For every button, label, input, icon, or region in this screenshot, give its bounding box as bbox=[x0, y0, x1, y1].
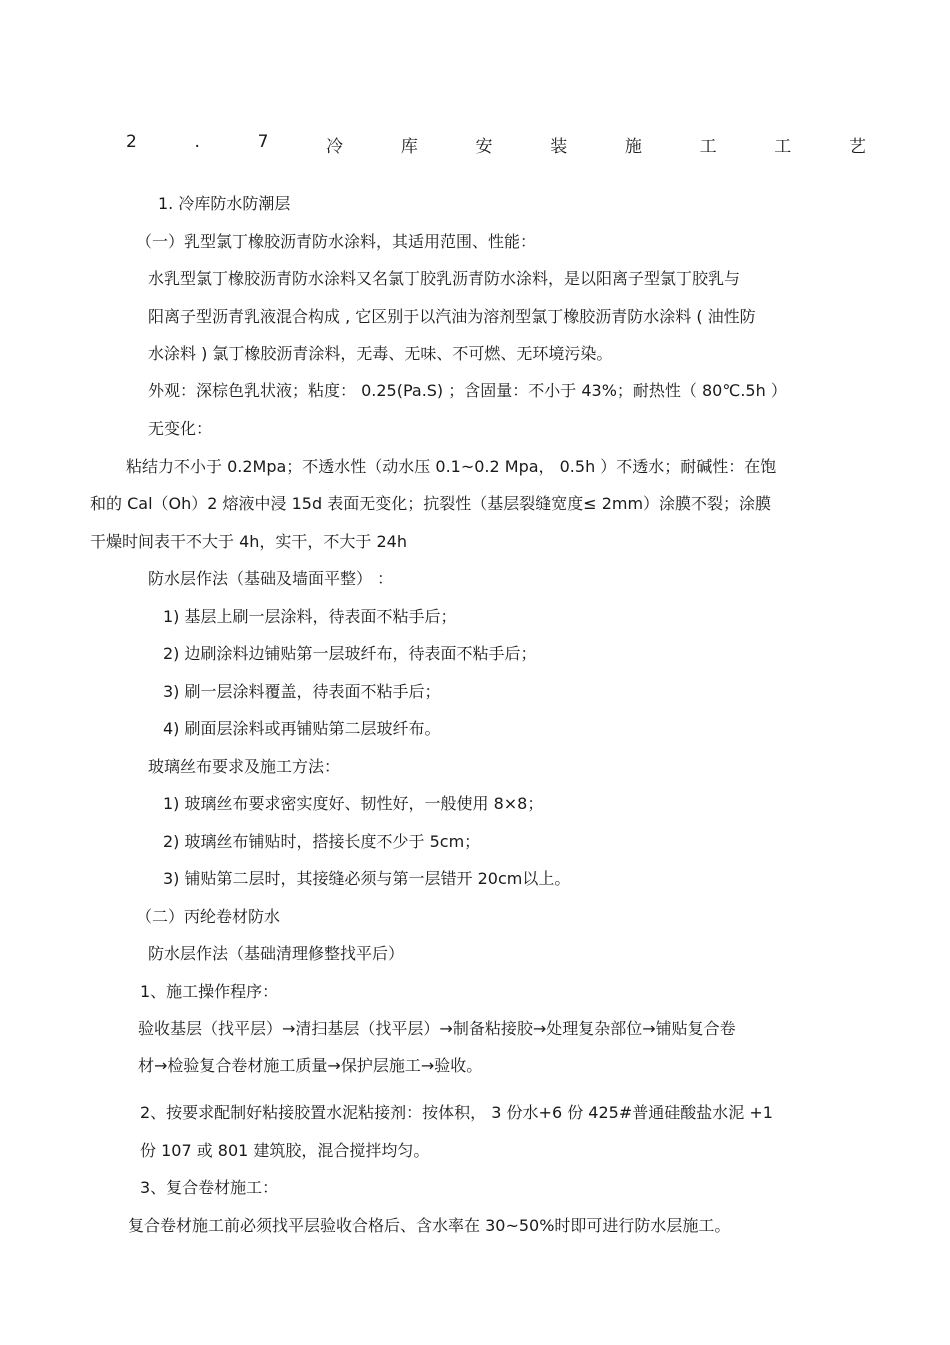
paragraph-line: 1、施工操作程序： bbox=[140, 982, 279, 1001]
title-char: 安 bbox=[475, 137, 493, 157]
list-item: 1) 玻璃丝布要求密实度好、韧性好，一般使用 8×8； bbox=[163, 794, 544, 813]
title-char: . bbox=[194, 132, 200, 152]
subsection-heading: 1. 冷库防水防潮层 bbox=[158, 194, 291, 213]
title-char: 工 bbox=[699, 137, 717, 157]
title-char: 施 bbox=[624, 137, 642, 157]
paragraph-line: 水涂料 ) 氯丁橡胶沥青涂料，无毒、无味、不可燃、无环境污染。 bbox=[148, 344, 613, 363]
title-char: 7 bbox=[257, 132, 269, 152]
paragraph-line: 3、复合卷材施工： bbox=[140, 1178, 279, 1197]
list-item: 4) 刷面层涂料或再铺贴第二层玻纤布。 bbox=[163, 719, 441, 738]
paragraph-line: 水乳型氯丁橡胶沥青防水涂料又名氯丁胶乳沥青防水涂料，是以阳离子型氯丁胶乳与 bbox=[148, 269, 741, 288]
list-item: 3) 刷一层涂料覆盖，待表面不粘手后； bbox=[163, 682, 441, 701]
section-title bbox=[126, 132, 866, 157]
title-char: 2 bbox=[126, 132, 137, 152]
list-item: 3) 铺贴第二层时，其接缝必须与第一层错开 20cm以上。 bbox=[163, 869, 571, 888]
paragraph-line: 防水层作法（基础清理修整找平后） bbox=[148, 944, 405, 963]
paragraph-line: 阳离子型沥青乳液混合构成 , 它区别于以汽油为溶剂型氯丁橡胶沥青防水涂料 ( 油性防 bbox=[148, 307, 756, 326]
paragraph-line: 2、按要求配制好粘接胶置水泥粘接剂：按体积， 3 份水+6 份 425#普通硅酸盐水泥 +1 bbox=[140, 1103, 773, 1122]
subsection-heading: （一）乳型氯丁橡胶沥青防水涂料，其适用范围、性能： bbox=[136, 232, 537, 251]
list-item: 2) 玻璃丝布铺贴时，搭接长度不少于 5cm； bbox=[163, 832, 481, 851]
paragraph-line: 无变化： bbox=[148, 419, 213, 438]
title-char: 冷 bbox=[326, 137, 344, 157]
paragraph-line: 粘结力不小于 0.2Mpa；不透水性（动水压 0.1~0.2 Mpa， 0.5h ）不透水；耐碱性：在饱 bbox=[126, 457, 777, 476]
paragraph-line: 防水层作法（基础及墙面平整） ： bbox=[148, 569, 394, 588]
paragraph-line: 复合卷材施工前必须找平层验收合格后、含水率在 30~50%时即可进行防水层施工。 bbox=[128, 1216, 731, 1235]
subsection-heading: （二）丙纶卷材防水 bbox=[136, 907, 281, 926]
paragraph-line: 份 107 或 801 建筑胶，混合搅拌均匀。 bbox=[140, 1141, 430, 1160]
paragraph-line: 材→检验复合卷材施工质量→保护层施工→验收。 bbox=[138, 1056, 483, 1075]
paragraph-line: 玻璃丝布要求及施工方法： bbox=[148, 757, 341, 776]
title-char: 工 bbox=[774, 137, 792, 157]
paragraph-line: 干燥时间表干不大于 4h，实干，不大于 24h bbox=[90, 532, 407, 551]
title-char: 艺 bbox=[848, 137, 866, 157]
paragraph-line: 验收基层（找平层）→清扫基层（找平层）→制备粘接胶→处理复杂部位→铺贴复合卷 bbox=[138, 1019, 736, 1038]
title-char: 库 bbox=[400, 137, 418, 157]
list-item: 2) 边刷涂料边铺贴第一层玻纤布，待表面不粘手后； bbox=[163, 644, 537, 663]
title-char: 装 bbox=[550, 137, 568, 157]
list-item: 1) 基层上刷一层涂料，待表面不粘手后； bbox=[163, 607, 457, 626]
paragraph-line: 外观：深棕色乳状液；粘度： 0.25(Pa.S) ；含固量：不小于 43%；耐热性（ 80℃.5h ） bbox=[148, 381, 787, 400]
paragraph-line: 和的 Cal（Oh）2 熔液中浸 15d 表面无变化；抗裂性（基层裂缝宽度≤ 2mm）涂膜不裂；涂膜 bbox=[90, 494, 772, 513]
